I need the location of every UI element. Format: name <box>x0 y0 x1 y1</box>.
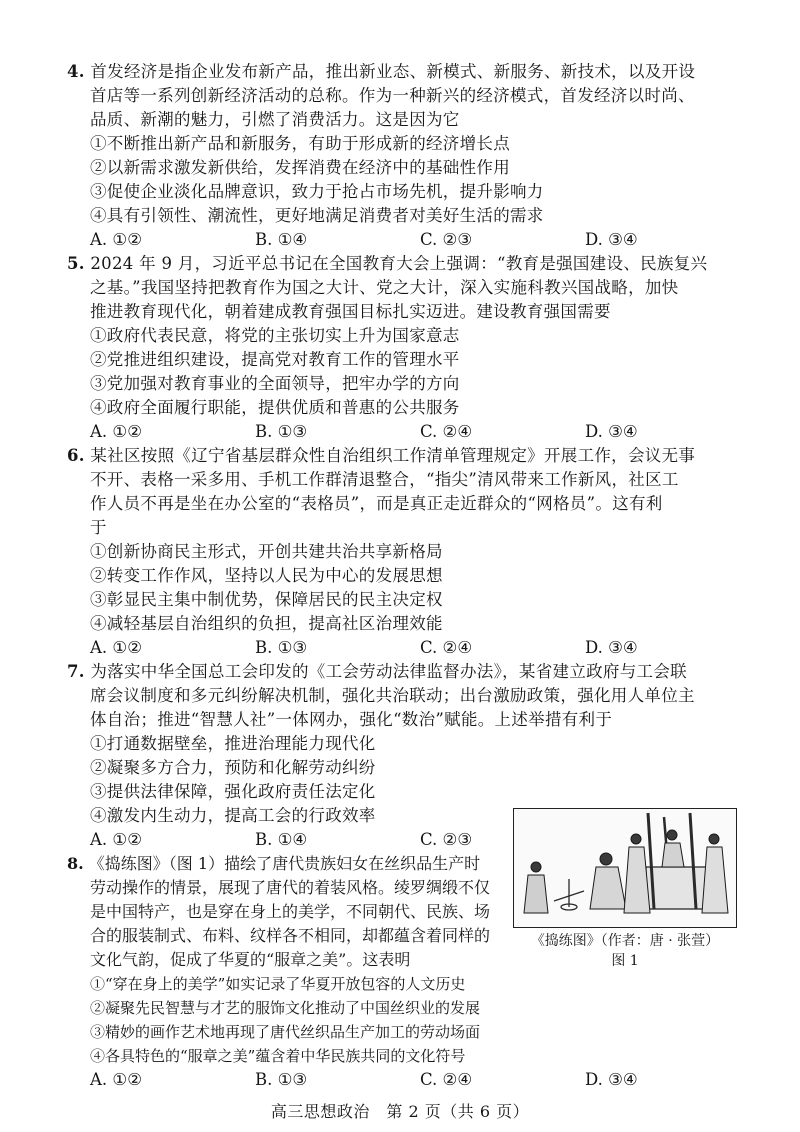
figure-painting <box>513 808 737 928</box>
question-stem-line: 之基。”我国坚持把教育作为国之大计、党之大计，深入实施科教兴国战略，加快 <box>90 278 679 297</box>
choice-c[interactable]: C. ②③ <box>420 830 473 849</box>
question-stem-line: 劳动操作的情景，展现了唐代的着装风格。绫罗绸缎不仅 <box>90 878 491 897</box>
statement-option-2: ②凝聚先民智慧与才艺的服饰文化推动了中国丝织业的发展 <box>90 999 481 1017</box>
question-stem-line: 于 <box>90 518 107 537</box>
choice-a[interactable]: A. ①② <box>90 230 142 249</box>
statement-option-2: ②以新需求激发新供给，发挥消费在经济中的基础性作用 <box>90 158 510 177</box>
statement-option-4: ④减轻基层自治组织的负担，提高社区治理效能 <box>90 614 443 633</box>
question-stem-line: 作人员不再是坐在办公室的“表格员”，而是真正走近群众的“网格员”。这有利 <box>90 494 663 513</box>
question-stem-line: 首店等一系列创新经济活动的总称。作为一种新兴的经济模式，首发经济以时尚、 <box>90 86 695 105</box>
question-stem-line: 2024 年 9 月，习近平总书记在全国教育大会上强调：“教育是强国建设、民族复兴 <box>90 254 708 273</box>
answer-choices <box>90 228 750 252</box>
choice-a[interactable]: A. ①② <box>90 422 142 441</box>
statement-option-2: ②党推进组织建设，提高党对教育工作的管理水平 <box>90 350 460 369</box>
statement-option-3: ③精妙的画作艺术地再现了唐代丝织品生产加工的劳动场面 <box>90 1023 481 1041</box>
question-number: 5. <box>67 254 85 273</box>
statement-option-3: ③党加强对教育事业的全面领导，把牢办学的方向 <box>90 374 460 393</box>
page-footer: 高三思想政治 第 2 页（共 6 页） <box>270 1102 530 1121</box>
question-number: 7. <box>67 662 85 681</box>
answer-choices <box>90 420 750 444</box>
question-stem-line: 合的服装制式、布料、纹样各不相同，却都蕴含着同样的 <box>90 926 491 945</box>
question-stem-line: 《捣练图》（图 1）描绘了唐代贵族妇女在丝织品生产时 <box>88 854 481 873</box>
question-stem-line: 不开、表格一采多用、手机工作群清退整合，“指尖”清风带来工作新风，社区工 <box>90 470 679 489</box>
question-stem-line: 是中国特产，也是穿在身上的美学，不同朝代、民族、场 <box>90 902 491 921</box>
figure-caption: 《捣练图》（作者：唐 · 张萱） <box>530 933 720 949</box>
choice-a[interactable]: A. ①② <box>90 638 142 657</box>
choice-c[interactable]: C. ②③ <box>420 230 473 249</box>
choice-a[interactable]: A. ①② <box>90 830 142 849</box>
question-stem-line: 某社区按照《辽宁省基层群众性自治组织工作清单管理规定》开展工作，会议无事 <box>90 446 696 465</box>
statement-option-1: ①打通数据壁垒，推进治理能力现代化 <box>90 734 376 753</box>
statement-option-2: ②凝聚多方合力，预防和化解劳动纠纷 <box>90 758 376 777</box>
statement-option-4: ④各具特色的“服章之美”蕴含着中华民族共同的文化符号 <box>90 1047 466 1065</box>
question-stem-line: 体自治；推进“智慧人社”一体网办，强化“数治”赋能。上述举措有利于 <box>90 710 613 729</box>
choice-c[interactable]: C. ②④ <box>420 638 473 657</box>
choice-d[interactable]: D. ③④ <box>585 422 638 441</box>
statement-option-3: ③提供法律保障，强化政府责任法定化 <box>90 782 376 801</box>
question-number: 8. <box>67 854 84 873</box>
choice-b[interactable]: B. ①④ <box>255 230 308 249</box>
choice-b[interactable]: B. ①③ <box>255 422 308 441</box>
choice-a[interactable]: A. ①② <box>90 1070 142 1089</box>
question-stem-line: 席会议制度和多元纠纷解决机制，强化共治联动；出台激励政策，强化用人单位主 <box>90 686 695 705</box>
question-number: 4. <box>67 62 85 81</box>
choice-d[interactable]: D. ③④ <box>585 230 638 249</box>
painting-illustration <box>514 809 736 927</box>
statement-option-3: ③彰显民主集中制优势，保障居民的民主决定权 <box>90 590 443 609</box>
choice-d[interactable]: D. ③④ <box>585 1070 638 1089</box>
statement-option-2: ②转变工作作风，坚持以人民为中心的发展思想 <box>90 566 443 585</box>
choice-c[interactable]: C. ②④ <box>420 1070 473 1089</box>
question-stem-line: 推进教育现代化，朝着建成教育强国目标扎实迈进。建设教育强国需要 <box>90 302 611 321</box>
statement-option-1: ①“穿在身上的美学”如实记录了华夏开放包容的人文历史 <box>90 975 466 993</box>
statement-option-1: ①政府代表民意，将党的主张切实上升为国家意志 <box>90 326 460 345</box>
question-stem-line: 首发经济是指企业发布新产品，推出新业态、新模式、新服务、新技术，以及开设 <box>90 62 696 81</box>
choice-d[interactable]: D. ③④ <box>585 638 638 657</box>
figure-label: 图 1 <box>611 953 639 969</box>
choice-b[interactable]: B. ①④ <box>255 830 308 849</box>
statement-option-4: ④激发内生动力，提高工会的行政效率 <box>90 806 376 825</box>
statement-option-4: ④政府全面履行职能，提供优质和普惠的公共服务 <box>90 398 460 417</box>
statement-option-1: ①不断推出新产品和新服务，有助于形成新的经济增长点 <box>90 134 510 153</box>
statement-option-4: ④具有引领性、潮流性，更好地满足消费者对美好生活的需求 <box>90 206 544 225</box>
question-stem-line: 文化气韵，促成了华夏的“服章之美”。这表明 <box>90 950 411 969</box>
statement-option-1: ①创新协商民主形式，开创共建共治共享新格局 <box>90 542 443 561</box>
question-stem-line: 品质、新潮的魅力，引燃了消费活力。这是因为它 <box>90 110 460 129</box>
choice-b[interactable]: B. ①③ <box>255 1070 308 1089</box>
choice-b[interactable]: B. ①③ <box>255 638 308 657</box>
answer-choices <box>90 1068 750 1092</box>
question-number: 6. <box>67 446 85 465</box>
statement-option-3: ③促使企业淡化品牌意识，致力于抢占市场先机，提升影响力 <box>90 182 544 201</box>
question-stem-line: 为落实中华全国总工会印发的《工会劳动法律监督办法》，某省建立政府与工会联 <box>90 662 687 681</box>
choice-c[interactable]: C. ②④ <box>420 422 473 441</box>
answer-choices <box>90 636 750 660</box>
